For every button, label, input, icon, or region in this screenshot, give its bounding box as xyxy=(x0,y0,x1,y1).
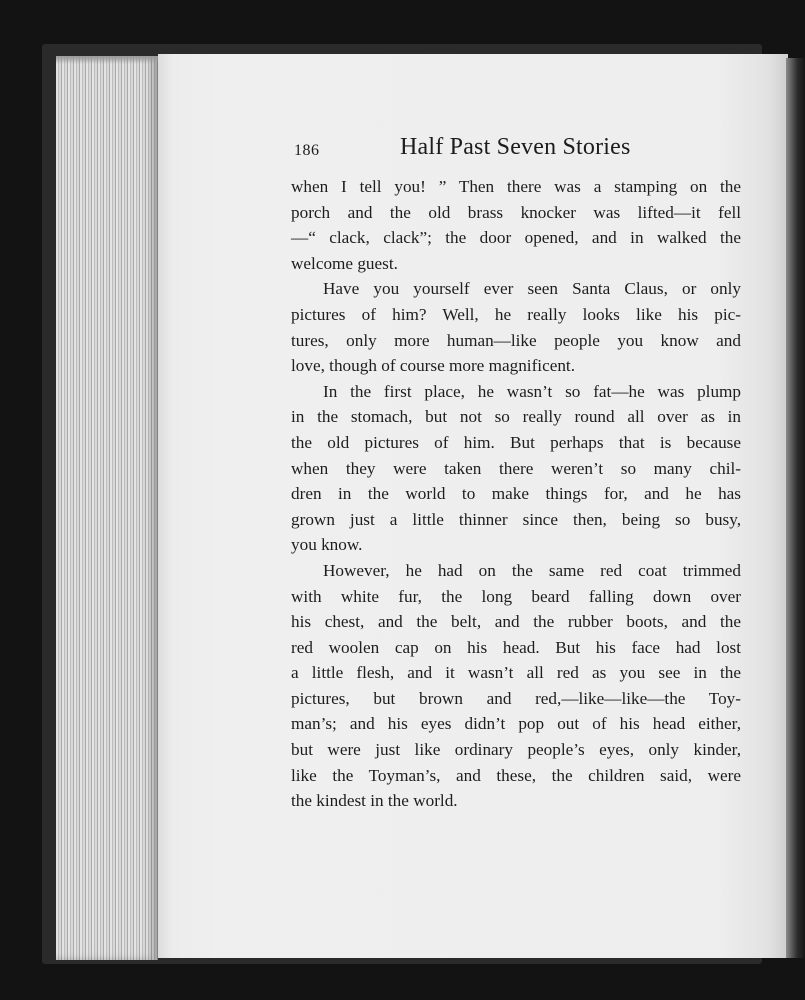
text-line: the kindest in the world. xyxy=(291,791,458,811)
text-line: the old pictures of him. But perhaps that is because xyxy=(291,432,741,452)
running-title: Half Past Seven Stories xyxy=(400,134,631,160)
text-line: Have you yourself ever seen Santa Claus, or only xyxy=(323,279,741,299)
text-line: red woolen cap on his head. But his face had lost xyxy=(291,637,741,657)
text-line: a little flesh, and it wasn’t all red as you see in the xyxy=(291,663,741,683)
text-line: pictures, but brown and red,—like—like—the Toy- xyxy=(291,688,741,708)
text-line: but were just like ordinary people’s eyes, only kinder, xyxy=(291,740,741,760)
text-line: However, he had on the same red coat trimmed xyxy=(323,560,741,580)
page-number: 186 xyxy=(294,142,320,159)
right-page-edge xyxy=(786,58,805,958)
page-header xyxy=(294,134,742,168)
text-line: tures, only more human—like people you know and xyxy=(291,330,741,350)
text-line: in the stomach, but not so really round all over as in xyxy=(291,407,741,427)
text-line: grown just a little thinner since then, being so busy, xyxy=(291,509,741,529)
paragraph xyxy=(291,276,741,378)
text-line: with white fur, the long beard falling down over xyxy=(291,586,741,606)
paragraph xyxy=(291,174,741,276)
text-line: welcome guest. xyxy=(291,253,398,273)
paragraph xyxy=(291,558,741,814)
text-line: —“ clack, clack”; the door opened, and in walked the xyxy=(291,228,741,248)
text-line: his chest, and the belt, and the rubber boots, and the xyxy=(291,612,741,632)
text-line: pictures of him? Well, he really looks like his pic- xyxy=(291,304,741,324)
text-line: dren in the world to make things for, and he has xyxy=(291,484,741,504)
page-edges xyxy=(56,56,158,960)
text-line: when they were taken there weren’t so many chil- xyxy=(291,458,741,478)
text-line: you know. xyxy=(291,535,363,555)
body-text xyxy=(291,174,741,814)
text-line: man’s; and his eyes didn’t pop out of his head either, xyxy=(291,714,741,734)
text-line: love, though of course more magnificent. xyxy=(291,356,575,376)
paragraph xyxy=(291,379,741,558)
text-line: In the first place, he wasn’t so fat—he was plump xyxy=(323,381,741,401)
text-line: porch and the old brass knocker was lifted—it fell xyxy=(291,202,741,222)
text-line: when I tell you! ” Then there was a stamping on the xyxy=(291,177,741,196)
text-line: like the Toyman’s, and these, the children said, were xyxy=(291,765,741,785)
